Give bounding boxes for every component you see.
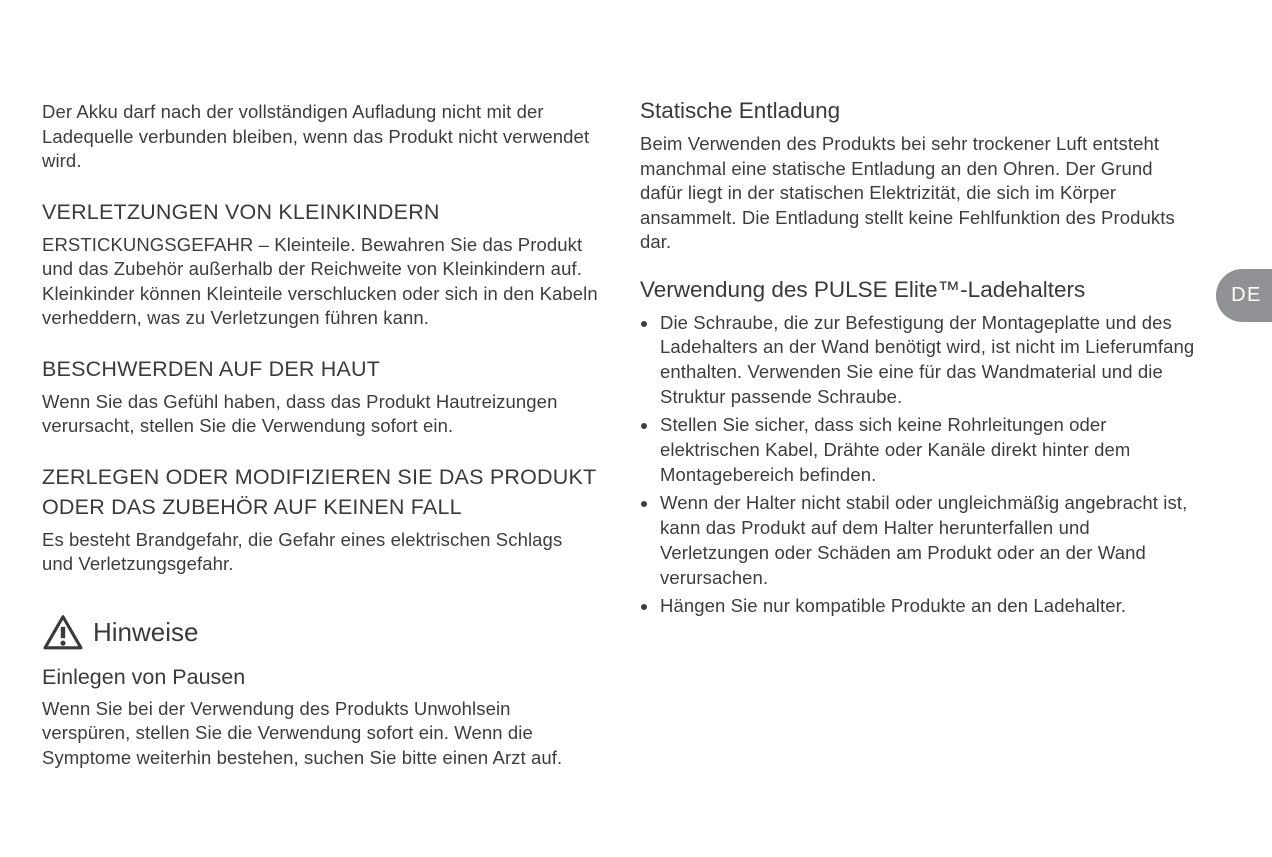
- warning-triangle-icon: [42, 613, 84, 652]
- section-beschwerden-auf-der-haut: [42, 354, 598, 439]
- notes-header: [42, 613, 598, 652]
- section-title: BESCHWERDEN AUF DER HAUT: [42, 356, 381, 381]
- section-title: VERLETZUNGEN VON KLEINKINDERN: [42, 199, 440, 224]
- left-column: [42, 0, 598, 770]
- section-title: ZERLEGEN ODER MODIFIZIEREN SIE DAS PRODUKT ODER DAS ZUBEHÖR AUF KEINEN FALL: [42, 464, 596, 519]
- bullet-item: • Die Schraube, die zur Befestigung der Montageplatte und des Ladehalters an der Wand benötigt wird, ist nicht im Lieferumfang enthalten. Verwenden Sie eine für das Wandmaterial und die Struktur passende Schraube.: [659, 311, 1196, 410]
- section-paragraph: Beim Verwenden des Produkts bei sehr trockener Luft entsteht manchmal eine statische Entladung an den Ohren. Der Grund dafür liegt in der statischen Elektrizität, die sich im Körper ansammelt. Die Entladung stellt keine Fehlfunktion des Produkts dar.: [640, 133, 1175, 252]
- section-paragraph: ERSTICKUNGSGEFAHR – Kleinteile. Bewahren Sie das Produkt und das Zubehör außerhalb der Reichweite von Kleinkindern auf.: [42, 233, 583, 279]
- bullet-list: [640, 311, 1196, 619]
- right-column: [640, 0, 1196, 623]
- notes-title: Hinweise: [93, 616, 199, 647]
- section-verwendung-ladehalter: [640, 276, 1196, 619]
- intro-paragraph: Der Akku darf nach der vollständigen Aufladung nicht mit der Ladequelle verbunden bleiben, wenn das Produkt nicht verwendet wird.: [42, 101, 590, 171]
- subsection-paragraph: Wenn Sie bei der Verwendung des Produkts Unwohlsein verspüren, stellen Sie die Verwendung sofort ein. Wenn die Symptome weiterhin bestehen, suchen Sie bitte einen Arzt auf.: [42, 697, 563, 768]
- section-paragraph: Wenn Sie das Gefühl haben, dass das Produkt Hautreizungen verursacht, stellen Sie die Verwendung sofort ein.: [42, 390, 558, 436]
- bullet-item: • Stellen Sie sicher, dass sich keine Rohrleitungen oder elektrischen Kabel, Drähte oder Kanäle direkt hinter dem Montagebereich befinden.: [659, 413, 1196, 487]
- section-paragraph: Es besteht Brandgefahr, die Gefahr eines elektrischen Schlags und Verletzungsgefahr.: [42, 528, 563, 574]
- section-verletzungen-von-kleinkindern: [42, 197, 598, 331]
- section-paragraph: Kleinkinder können Kleinteile verschlucken oder sich in den Kabeln verheddern, was zu Verletzungen führen kann.: [42, 282, 598, 328]
- subsection-title: Einlegen von Pausen: [42, 664, 246, 689]
- bullet-item: • Wenn der Halter nicht stabil oder ungleichmäßig angebracht ist, kann das Produkt auf dem Halter herunterfallen und Verletzungen oder Schäden am Produkt oder an der Wand verursachen.: [659, 491, 1196, 590]
- section-zerlegen-oder-modifizieren: [42, 462, 598, 577]
- bullet-item: • Hängen Sie nur kompatible Produkte an den Ladehalter.: [659, 594, 1196, 619]
- section-statische-entladung: [640, 97, 1196, 255]
- section-title: Verwendung des PULSE Elite™-Ladehalters: [640, 276, 1086, 302]
- section-title: Statische Entladung: [640, 98, 841, 123]
- language-tab-de: [1216, 269, 1272, 322]
- language-tab-label: DE: [1231, 284, 1262, 306]
